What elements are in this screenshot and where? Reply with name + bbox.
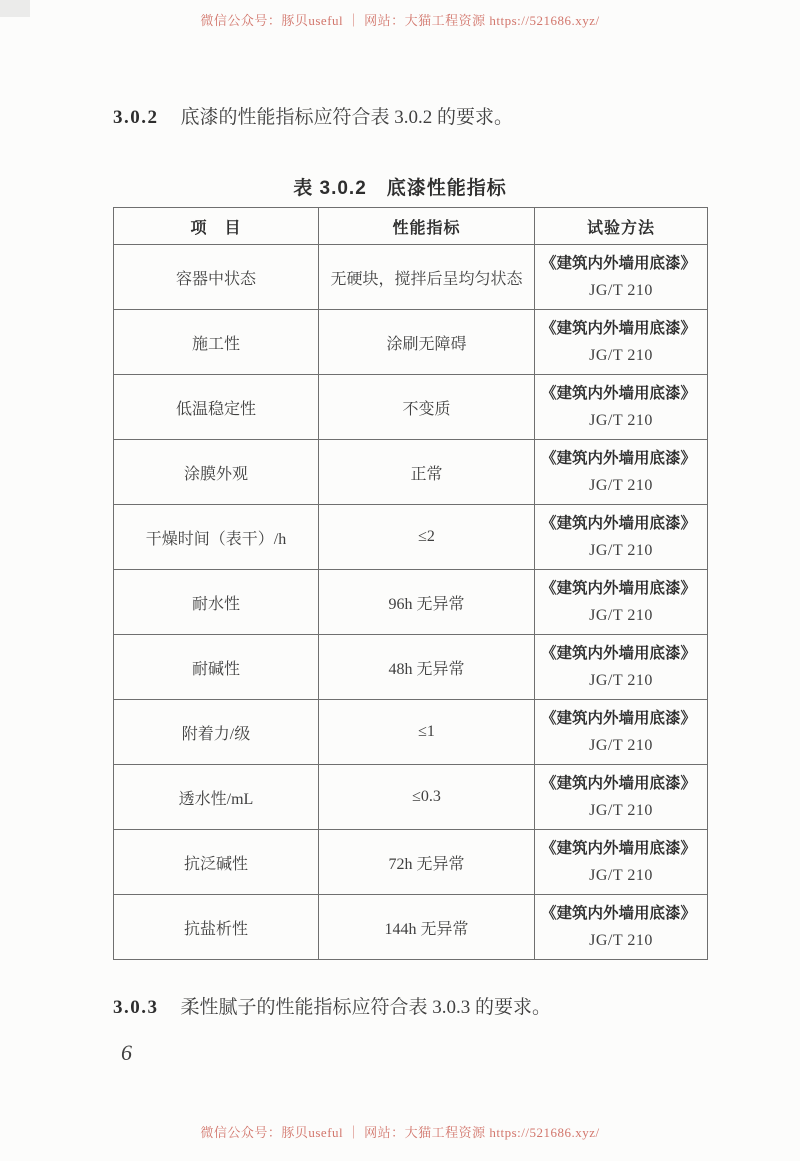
clause-number: 3.0.2	[113, 107, 159, 128]
watermark-top: 微信公众号：豚贝useful ｜ 网站：大猫工程资源 https://521686.xyz/	[200, 13, 600, 28]
cell-spec: ≤2	[319, 505, 535, 570]
cell-spec: 48h 无异常	[319, 635, 535, 700]
table-row	[114, 830, 708, 895]
cell-spec: 96h 无异常	[319, 570, 535, 635]
cell-item: 容器中状态	[114, 245, 319, 310]
cell-item: 耐碱性	[114, 635, 319, 700]
cell-method	[535, 375, 708, 440]
cell-spec: ≤0.3	[319, 765, 535, 830]
clause-3-0-3	[113, 995, 713, 1021]
cell-spec: 无硬块，搅拌后呈均匀状态	[319, 245, 535, 310]
cell-spec: 72h 无异常	[319, 830, 535, 895]
table-row	[114, 310, 708, 375]
cell-spec: 涂刷无障碍	[319, 310, 535, 375]
clause-3-0-2	[113, 105, 713, 131]
table-caption: 表 3.0.2 底漆性能指标	[293, 178, 507, 199]
method-standard-code: JG/T 210	[589, 542, 653, 559]
table-row	[114, 700, 708, 765]
table-row	[114, 440, 708, 505]
cell-item: 涂膜外观	[114, 440, 319, 505]
cell-method	[535, 245, 708, 310]
method-standard-code: JG/T 210	[589, 412, 653, 429]
method-standard-title: 《建筑内外墙用底漆》	[540, 320, 696, 337]
spec-table-body	[114, 245, 708, 960]
cell-item: 施工性	[114, 310, 319, 375]
table-row	[114, 765, 708, 830]
method-standard-title: 《建筑内外墙用底漆》	[540, 710, 696, 727]
primer-performance-table	[113, 207, 708, 960]
method-standard-title: 《建筑内外墙用底漆》	[540, 255, 696, 272]
table-row	[114, 570, 708, 635]
cell-spec: ≤1	[319, 700, 535, 765]
method-standard-code: JG/T 210	[589, 607, 653, 624]
cell-item: 附着力/级	[114, 700, 319, 765]
cell-method	[535, 570, 708, 635]
cell-item: 干燥时间（表干）/h	[114, 505, 319, 570]
cell-method	[535, 440, 708, 505]
cell-method	[535, 505, 708, 570]
method-standard-code: JG/T 210	[589, 932, 653, 949]
clause-text: 柔性腻子的性能指标应符合表 3.0.3 的要求。	[180, 997, 552, 1018]
cell-method	[535, 635, 708, 700]
table-header-row	[114, 208, 708, 245]
method-standard-title: 《建筑内外墙用底漆》	[540, 450, 696, 467]
method-standard-code: JG/T 210	[589, 802, 653, 819]
cell-method	[535, 700, 708, 765]
table-row	[114, 375, 708, 440]
method-standard-title: 《建筑内外墙用底漆》	[540, 385, 696, 402]
method-standard-title: 《建筑内外墙用底漆》	[540, 840, 696, 857]
header-method: 试验方法	[535, 208, 708, 245]
cell-item: 抗泛碱性	[114, 830, 319, 895]
header-item: 项 目	[114, 208, 319, 245]
method-standard-title: 《建筑内外墙用底漆》	[540, 775, 696, 792]
cell-spec: 正常	[319, 440, 535, 505]
method-standard-code: JG/T 210	[589, 347, 653, 364]
cell-spec: 144h 无异常	[319, 895, 535, 960]
method-standard-title: 《建筑内外墙用底漆》	[540, 515, 696, 532]
cell-item: 透水性/mL	[114, 765, 319, 830]
page-number: 6	[121, 1040, 132, 1065]
clause-number: 3.0.3	[113, 997, 159, 1018]
header-spec: 性能指标	[319, 208, 535, 245]
cell-spec: 不变质	[319, 375, 535, 440]
method-standard-code: JG/T 210	[589, 867, 653, 884]
cell-method	[535, 830, 708, 895]
table-row	[114, 505, 708, 570]
method-standard-title: 《建筑内外墙用底漆》	[540, 905, 696, 922]
cell-item: 耐水性	[114, 570, 319, 635]
watermark-bottom: 微信公众号：豚贝useful ｜ 网站：大猫工程资源 https://521686.xyz/	[200, 1125, 600, 1140]
cell-item: 低温稳定性	[114, 375, 319, 440]
method-standard-title: 《建筑内外墙用底漆》	[540, 580, 696, 597]
cell-item: 抗盐析性	[114, 895, 319, 960]
cell-method	[535, 895, 708, 960]
table-row	[114, 895, 708, 960]
method-standard-code: JG/T 210	[589, 672, 653, 689]
method-standard-title: 《建筑内外墙用底漆》	[540, 645, 696, 662]
cell-method	[535, 765, 708, 830]
method-standard-code: JG/T 210	[589, 477, 653, 494]
method-standard-code: JG/T 210	[589, 737, 653, 754]
clause-text: 底漆的性能指标应符合表 3.0.2 的要求。	[180, 107, 514, 128]
method-standard-code: JG/T 210	[589, 282, 653, 299]
table-row	[114, 245, 708, 310]
cell-method	[535, 310, 708, 375]
table-row	[114, 635, 708, 700]
